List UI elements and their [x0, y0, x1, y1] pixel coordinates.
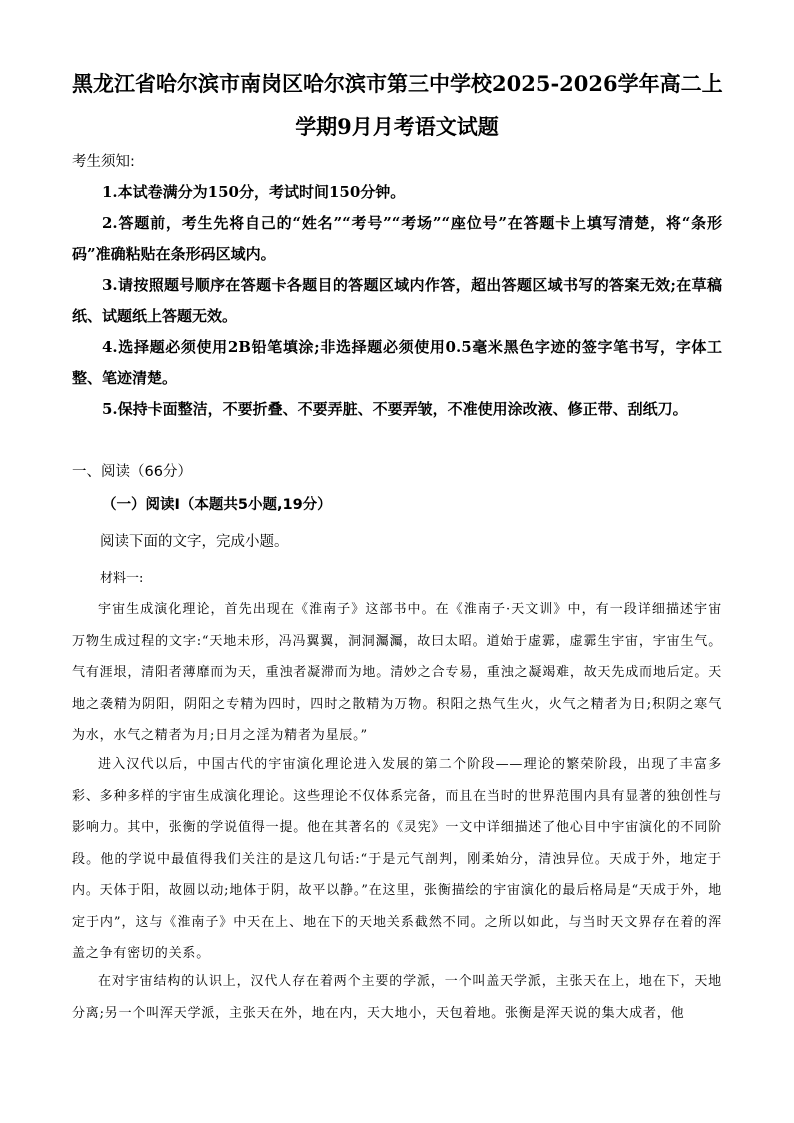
notice-item-4: 4.选择题必须使用2B铅笔填涂;非选择题必须使用0.5毫米黑色字迹的签字笔书写，字体工整、笔迹清楚。 [72, 338, 722, 387]
reading-instruction: 阅读下面的文字，完成小题。 [100, 534, 289, 550]
notice-item-3: 3.请按照题号顺序在答题卡各题目的答题区域内作答，超出答题区域书写的答案无效;在草稿纸、试题纸上答题无效。 [72, 276, 722, 325]
material-paragraph-3: 在对宇宙结构的认识上，汉代人存在着两个主要的学派，一个叫盖天学派，主张天在上，地在下，天地分离;另一个叫浑天学派，主张天在外，地在内，天大地小，天包着地。张衡是浑天说的集大成者，他 [72, 974, 722, 1021]
section-heading: 一、阅读（66分） [72, 464, 192, 480]
document-title-line-2: 学期9月月考语文试题 [295, 114, 499, 139]
notice-item-2: 2.答题前，考生先将自己的“姓名”“考号”“考场”“座位号”在答题卡上填写清楚，将“条形码”准确粘贴在条形码区域内。 [72, 214, 722, 263]
material-paragraph-2: 进入汉代以后，中国古代的宇宙演化理论进入发展的第二个阶段——理论的繁荣阶段，出现了丰富多彩、多种多样的宇宙生成演化理论。这些理论不仅体系完备，而且在当时的世界范围内具有显著的独创性与影响力。其中，张衡的学说值得一提。他在其著名的《灵宪》一文中详细描述了他心目中宇宙演化的不同阶段。他的学说中最值得我们关注的是这几句话:“于是元气剖判，刚柔始分，清浊异位。天成于外，地定于内。天体于阳，故圆以动;地体于阴，故平以静。”在这里，张衡描绘的宇宙演化的最后格局是“天成于外，地定于内”，这与《淮南子》中天在上、地在下的天地关系截然不同。之所以如此，与当时天文界存在着的浑盖之争有密切的关系。 [72, 757, 722, 961]
material-paragraph-1: 宇宙生成演化理论，首先出现在《淮南子》这部书中。在《淮南子·天文训》中，有一段详细描述宇宙万物生成过程的文字:“天地未形，冯冯翼翼，洞洞灟灟，故曰太昭。道始于虚霩，虚霩生宇宙，宇宙生气。气有涯垠，清阳者薄靡而为天，重浊者凝滞而为地。清妙之合专易，重浊之凝竭难，故天先成而地后定。天地之袭精为阴阳，阴阳之专精为四时，四时之散精为万物。积阳之热气生火，火气之精者为日;积阴之寒气为水，水气之精者为月;日月之淫为精者为星辰。” [72, 602, 722, 743]
document-title-line-1: 黑龙江省哈尔滨市南岗区哈尔滨市第三中学校2025-2026学年高二上 [72, 71, 723, 96]
notice-item-5: 5.保持卡面整洁，不要折叠、不要弄脏、不要弄皱，不准使用涂改液、修正带、刮纸刀。 [102, 400, 688, 418]
material-label: 材料一: [100, 571, 144, 586]
notice-item-1: 1.本试卷满分为150分，考试时间150分钟。 [102, 183, 406, 201]
notice-heading: 考生须知: [72, 154, 135, 170]
subsection-heading: （一）阅读Ⅰ（本题共5小题,19分） [102, 497, 332, 513]
